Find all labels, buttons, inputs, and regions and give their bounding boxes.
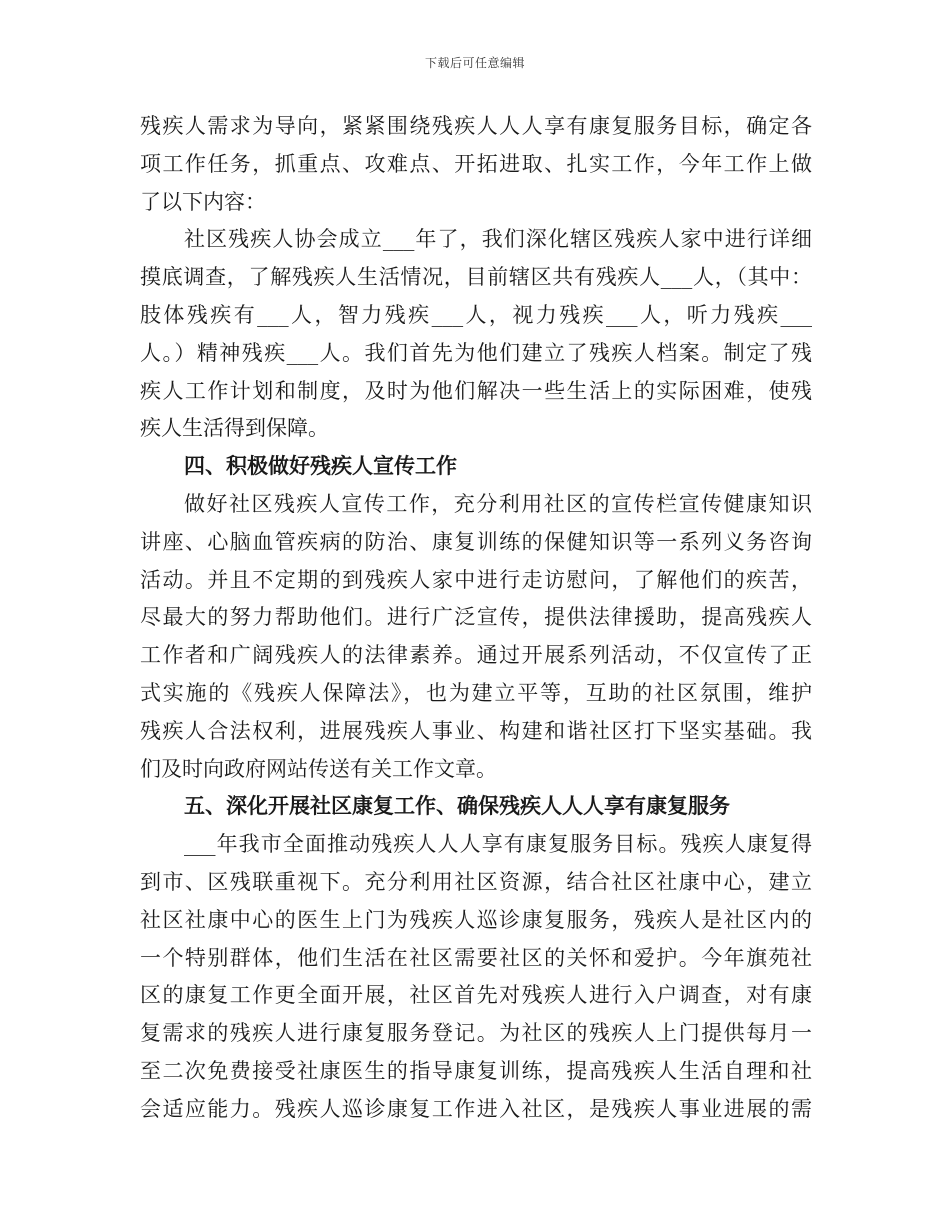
body-line: 项工作任务，抓重点、攻难点、开拓进取、扎实工作，今年工作上做	[140, 151, 812, 176]
body-line: 复需求的残疾人进行康复服务登记。为社区的残疾人上门提供每月一	[140, 1021, 812, 1046]
body-line: 工作者和广阔残疾人的法律素养。通过开展系列活动，不仅宣传了正	[140, 643, 812, 668]
body-line: 式实施的《残疾人保障法》，也为建立平等，互助的社区氛围，维护	[140, 680, 812, 705]
body-line: 残疾人需求为导向，紧紧围绕残疾人人人享有康复服务目标，确定各	[140, 114, 812, 138]
body-line: 社区残疾人协会成立___年了，我们深化辖区残疾人家中进行详细	[184, 227, 812, 252]
body-line: 摸底调查，了解残疾人生活情况，目前辖区共有残疾人___人，（其中：	[140, 265, 812, 290]
body-line: 至二次免费接受社康医生的指导康复训练，提高残疾人生活自理和社	[140, 1058, 812, 1083]
body-line: 区的康复工作更全面开展，社区首先对残疾人进行入户调查，对有康	[140, 983, 812, 1008]
body-line: 社区社康中心的医生上门为残疾人巡诊康复服务，残疾人是社区内的	[140, 907, 812, 932]
body-line: 疾人工作计划和制度，及时为他们解决一些生活上的实际困难，使残	[140, 378, 812, 403]
body-line: 肢体残疾有___人，智力残疾___人，视力残疾___人，听力残疾___	[140, 302, 812, 327]
body-line: 到市、区残联重视下。充分利用社区资源，结合社区社康中心，建立	[140, 869, 812, 894]
body-line: 人。）精神残疾___人。我们首先为他们建立了残疾人档案。制定了残	[140, 340, 812, 365]
body-line: 残疾人合法权利，进展残疾人事业、构建和谐社区打下坚实基础。我	[140, 718, 812, 743]
body-line: 尽最大的努力帮助他们。进行广泛宣传，提供法律援助，提高残疾人	[140, 605, 812, 630]
body-line: 活动。并且不定期的到残疾人家中进行走访慰问，了解他们的疾苦，	[140, 567, 812, 592]
section-heading-4: 四、积极做好残疾人宣传工作	[184, 454, 457, 479]
body-line: 做好社区残疾人宣传工作，充分利用社区的宣传栏宣传健康知识	[184, 491, 812, 516]
body-line: 讲座、心脑血管疾病的防治、康复训练的保健知识等一系列义务咨询	[140, 529, 812, 554]
body-line: ___年我市全面推动残疾人人人享有康复服务目标。残疾人康复得	[184, 832, 812, 857]
body-line: 们及时向政府网站传送有关工作文章。	[140, 756, 497, 781]
document-body	[140, 108, 812, 1129]
body-line: 了以下内容：	[140, 189, 266, 214]
body-line: 疾人生活得到保障。	[140, 416, 329, 441]
section-heading-5: 五、深化开展社区康复工作、确保残疾人人人享有康复服务	[184, 794, 730, 819]
page-header-note: 下载后可任意编辑	[424, 56, 525, 70]
body-line: 会适应能力。残疾人巡诊康复工作进入社区，是残疾人事业进展的需	[140, 1096, 812, 1121]
body-line: 一个特别群体，他们生活在社区需要社区的关怀和爱护。今年旗苑社	[140, 945, 812, 970]
